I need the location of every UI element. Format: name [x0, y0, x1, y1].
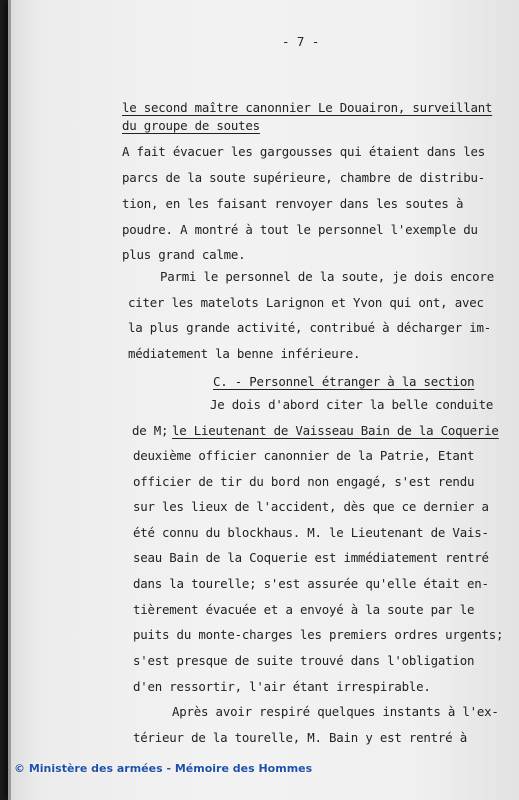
text-line-23: s'est presque de suite trouvé dans l'obligation: [133, 653, 475, 668]
text-line-9: citer les matelots Larignon et Yvon qui ont, avec: [128, 295, 484, 310]
text-line-3: A fait évacuer les gargousses qui étaient dans les: [122, 144, 485, 159]
text-line-14b: le Lieutenant de Vaisseau Bain de la Coquerie: [172, 423, 499, 438]
paper-edge: [8, 0, 11, 800]
text-line-24: d'en ressortir, l'air étant irrespirable.: [133, 679, 431, 694]
text-line-14a: de M;: [132, 423, 176, 438]
text-line-26: térieur de la tourelle, M. Bain y est rentré à: [133, 730, 467, 745]
text-line-7: plus grand calme.: [122, 247, 246, 262]
text-line-11: médiatement la benne inférieure.: [128, 346, 361, 361]
text-line-21: tièrement évacuée et a envoyé à la soute par le: [133, 602, 475, 617]
text-line-8: Parmi le personnel de la soute, je dois encore: [160, 269, 494, 284]
page-number: - 7 -: [282, 34, 320, 49]
text-line-25: Après avoir respiré quelques instants à l'ex-: [172, 704, 499, 719]
text-line-15: deuxième officier canonnier de la Patrie, Etant: [133, 448, 475, 463]
text-line-13: Je dois d'abord citer la belle conduite: [210, 397, 494, 412]
text-line-1: le second maître canonnier Le Douairon, surveillant: [122, 100, 493, 115]
text-line-6: poudre. A montré à tout le personnel l'exemple du: [122, 222, 478, 237]
text-line-5: tion, en les faisant renvoyer dans les soutes à: [122, 196, 464, 211]
text-line-2: du groupe de soutes: [122, 118, 260, 133]
text-line-10: la plus grande activité, contribué à décharger im-: [128, 320, 491, 335]
copyright-watermark: © Ministère des armées - Mémoire des Hommes: [14, 762, 313, 775]
text-line-19: seau Bain de la Coquerie est immédiatement rentré: [133, 550, 489, 565]
text-line-18: été connu du blockhaus. M. le Lieutenant de Vais-: [133, 525, 489, 540]
text-line-22: puits du monte-charges les premiers ordres urgents;: [133, 627, 504, 642]
text-line-4: parcs de la soute supérieure, chambre de distribu-: [122, 170, 485, 185]
text-line-16: officier de tir du bord non engagé, s'est rendu: [133, 474, 475, 489]
text-line-17: sur les lieux de l'accident, dès que ce dernier a: [133, 499, 489, 514]
section-heading: C. - Personnel étranger à la section: [213, 374, 475, 389]
text-line-20: dans la tourelle; s'est assurée qu'elle était en-: [133, 576, 489, 591]
